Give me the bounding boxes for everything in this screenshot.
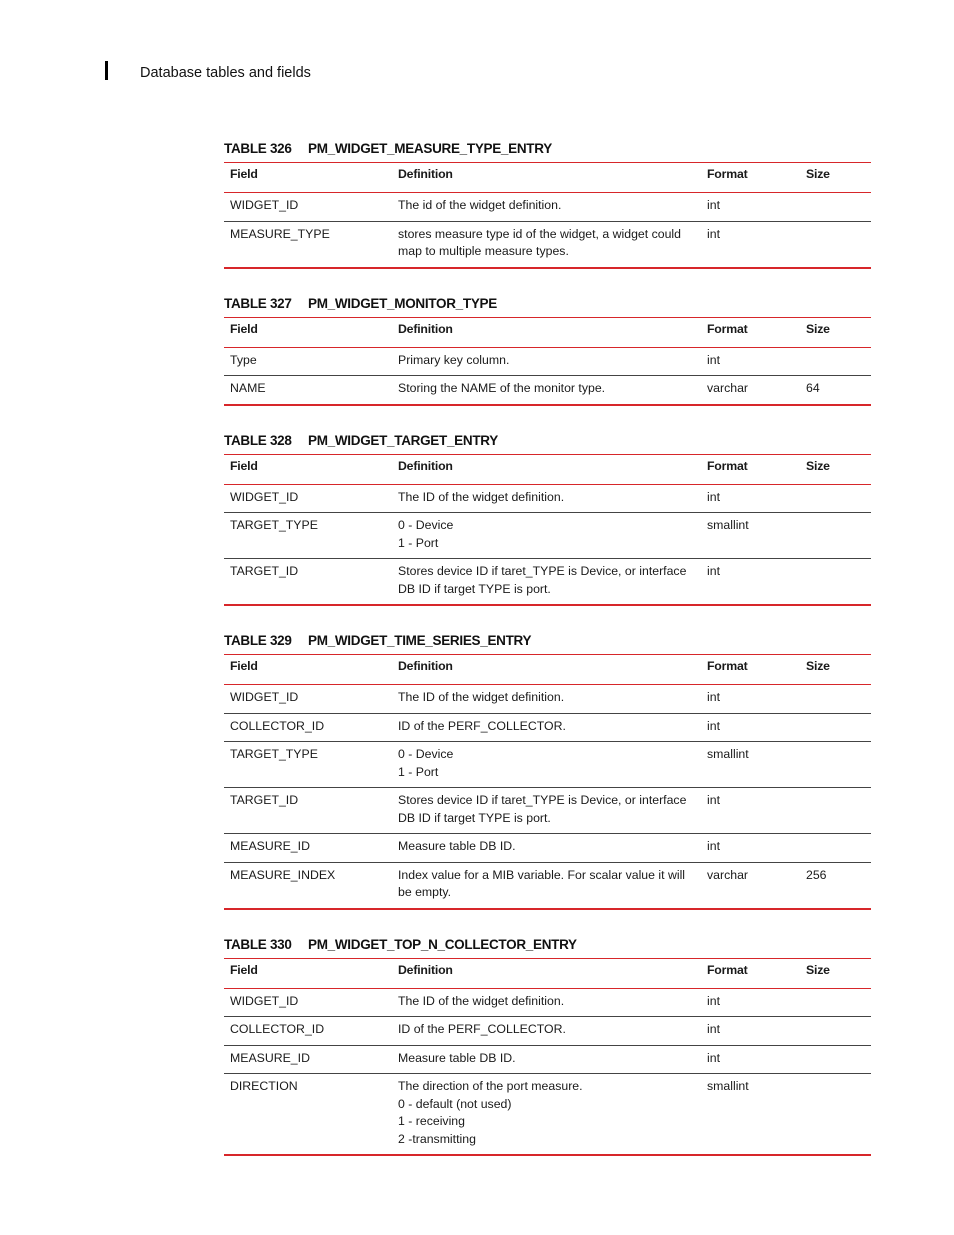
table-block [224, 936, 871, 1157]
format-cell: int [701, 685, 800, 714]
format-cell: varchar [701, 376, 800, 405]
field-cell: TARGET_ID [224, 559, 392, 606]
column-header: Format [701, 958, 800, 988]
data-table [224, 454, 871, 607]
column-header: Definition [392, 317, 701, 347]
table-block [224, 140, 871, 269]
definition-cell [392, 988, 701, 1017]
definition-cell [392, 1017, 701, 1046]
table-row [224, 347, 871, 376]
table-caption [224, 432, 871, 454]
table-name: PM_WIDGET_MEASURE_TYPE_ENTRY [308, 141, 552, 156]
definition-cell [392, 1074, 701, 1156]
table-row [224, 834, 871, 863]
format-cell: int [701, 1045, 800, 1074]
table-row [224, 221, 871, 268]
table-row [224, 1045, 871, 1074]
table-row [224, 484, 871, 513]
format-cell: varchar [701, 862, 800, 909]
column-header: Definition [392, 958, 701, 988]
size-cell [800, 513, 871, 559]
definition-line: be empty. [398, 885, 452, 899]
header-row [224, 454, 871, 484]
table-number: TABLE 329 [224, 633, 292, 648]
field-cell: WIDGET_ID [224, 685, 392, 714]
table-number: TABLE 327 [224, 295, 292, 311]
definition-line: 0 - Device [398, 747, 454, 761]
definition-cell [392, 484, 701, 513]
column-header: Field [224, 454, 392, 484]
table-block [224, 432, 871, 607]
data-table [224, 654, 871, 910]
table-caption [224, 632, 871, 654]
table-row [224, 713, 871, 742]
column-header: Definition [392, 163, 701, 193]
size-cell [800, 685, 871, 714]
definition-line: The ID of the widget definition. [398, 993, 565, 1008]
definition-cell [392, 221, 701, 268]
field-cell: DIRECTION [224, 1074, 392, 1156]
table-name: PM_WIDGET_MONITOR_TYPE [308, 295, 497, 311]
format-cell: smallint [701, 513, 800, 559]
field-cell: WIDGET_ID [224, 193, 392, 222]
definition-line: Measure table DB ID. [398, 839, 516, 853]
definition-line: Primary key column. [398, 352, 510, 367]
size-cell [800, 988, 871, 1017]
column-header: Field [224, 317, 392, 347]
definition-cell [392, 347, 701, 376]
header-row [224, 163, 871, 193]
table-number: TABLE 330 [224, 936, 292, 952]
page-edge-marker [105, 61, 108, 80]
definition-line: 1 - Port [398, 764, 439, 779]
size-cell [800, 834, 871, 863]
definition-cell [392, 862, 701, 909]
format-cell: int [701, 788, 800, 834]
column-header: Format [701, 454, 800, 484]
column-header: Format [701, 655, 800, 685]
definition-cell [392, 685, 701, 714]
definition-line: Stores device ID if taret_TYPE is Device, or interface [398, 564, 687, 578]
size-cell [800, 1074, 871, 1156]
format-cell: int [701, 484, 800, 513]
column-header: Format [701, 317, 800, 347]
definition-cell [392, 193, 701, 222]
format-cell: int [701, 1017, 800, 1046]
definition-cell [392, 788, 701, 834]
table-number: TABLE 328 [224, 432, 292, 448]
table-row [224, 862, 871, 909]
table-number: TABLE 326 [224, 141, 292, 156]
table-block [224, 632, 871, 910]
field-cell: TARGET_ID [224, 788, 392, 834]
table-caption [224, 295, 871, 317]
definition-line: 2 -transmitting [398, 1131, 476, 1146]
field-cell: MEASURE_TYPE [224, 221, 392, 268]
table-row [224, 1017, 871, 1046]
definition-line: 0 - Device [398, 518, 454, 532]
column-header: Size [800, 655, 871, 685]
header-row [224, 958, 871, 988]
definition-line: ID of the PERF_COLLECTOR. [398, 1022, 566, 1036]
size-cell [800, 713, 871, 742]
column-header: Size [800, 958, 871, 988]
definition-cell [392, 742, 701, 788]
field-cell: TARGET_TYPE [224, 742, 392, 788]
definition-line: 1 - Port [398, 535, 439, 550]
size-cell [800, 193, 871, 222]
field-cell: COLLECTOR_ID [224, 1017, 392, 1046]
size-cell [800, 221, 871, 268]
column-header: Format [701, 163, 800, 193]
size-cell [800, 742, 871, 788]
format-cell: int [701, 713, 800, 742]
table-block [224, 295, 871, 406]
column-header: Definition [392, 454, 701, 484]
size-cell [800, 484, 871, 513]
header-row [224, 655, 871, 685]
table-row [224, 193, 871, 222]
definition-line: Measure table DB ID. [398, 1050, 516, 1065]
column-header: Field [224, 655, 392, 685]
table-row [224, 376, 871, 405]
definition-line: 0 - default (not used) [398, 1096, 512, 1111]
definition-cell [392, 713, 701, 742]
page-header: Database tables and fields [140, 65, 311, 81]
field-cell: TARGET_TYPE [224, 513, 392, 559]
column-header: Field [224, 958, 392, 988]
definition-line: Storing the NAME of the monitor type. [398, 381, 606, 395]
definition-line: Index value for a MIB variable. For scalar value it will [398, 867, 686, 882]
size-cell: 64 [800, 376, 871, 405]
field-cell: MEASURE_ID [224, 834, 392, 863]
definition-cell [392, 834, 701, 863]
field-cell: WIDGET_ID [224, 484, 392, 513]
definition-line: The id of the widget definition. [398, 198, 562, 212]
size-cell [800, 788, 871, 834]
field-cell: WIDGET_ID [224, 988, 392, 1017]
definition-line: The direction of the port measure. [398, 1079, 583, 1093]
data-table [224, 162, 871, 269]
field-cell: MEASURE_ID [224, 1045, 392, 1074]
tables-container [224, 140, 871, 1182]
format-cell: int [701, 559, 800, 606]
definition-line: ID of the PERF_COLLECTOR. [398, 718, 566, 733]
table-row [224, 559, 871, 606]
format-cell: int [701, 221, 800, 268]
table-caption [224, 936, 871, 958]
field-cell: COLLECTOR_ID [224, 713, 392, 742]
format-cell: int [701, 988, 800, 1017]
definition-line: Stores device ID if taret_TYPE is Device, or interface [398, 793, 687, 807]
header-row [224, 317, 871, 347]
format-cell: smallint [701, 1074, 800, 1156]
definition-line: DB ID if target TYPE is port. [398, 581, 551, 596]
table-row [224, 513, 871, 559]
definition-line: DB ID if target TYPE is port. [398, 810, 551, 825]
definition-line: stores measure type id of the widget, a widget could [398, 226, 681, 241]
table-name: PM_WIDGET_TARGET_ENTRY [308, 432, 498, 448]
table-row [224, 788, 871, 834]
table-name: PM_WIDGET_TOP_N_COLLECTOR_ENTRY [308, 936, 577, 952]
format-cell: int [701, 834, 800, 863]
table-row [224, 1074, 871, 1156]
table-row [224, 685, 871, 714]
size-cell [800, 1045, 871, 1074]
definition-line: 1 - receiving [398, 1114, 465, 1128]
column-header: Size [800, 454, 871, 484]
table-name: PM_WIDGET_TIME_SERIES_ENTRY [308, 633, 532, 648]
size-cell [800, 559, 871, 606]
size-cell [800, 1017, 871, 1046]
definition-line: The ID of the widget definition. [398, 489, 565, 504]
definition-line: map to multiple measure types. [398, 244, 569, 258]
size-cell [800, 347, 871, 376]
definition-cell [392, 513, 701, 559]
definition-cell [392, 559, 701, 606]
table-caption [224, 140, 871, 162]
column-header: Field [224, 163, 392, 193]
column-header: Size [800, 317, 871, 347]
column-header: Size [800, 163, 871, 193]
column-header: Definition [392, 655, 701, 685]
field-cell: NAME [224, 376, 392, 405]
table-row [224, 988, 871, 1017]
table-row [224, 742, 871, 788]
format-cell: int [701, 193, 800, 222]
format-cell: int [701, 347, 800, 376]
data-table [224, 317, 871, 406]
definition-cell [392, 376, 701, 405]
format-cell: smallint [701, 742, 800, 788]
size-cell: 256 [800, 862, 871, 909]
field-cell: MEASURE_INDEX [224, 862, 392, 909]
field-cell: Type [224, 347, 392, 376]
data-table [224, 958, 871, 1157]
definition-line: The ID of the widget definition. [398, 690, 565, 704]
definition-cell [392, 1045, 701, 1074]
